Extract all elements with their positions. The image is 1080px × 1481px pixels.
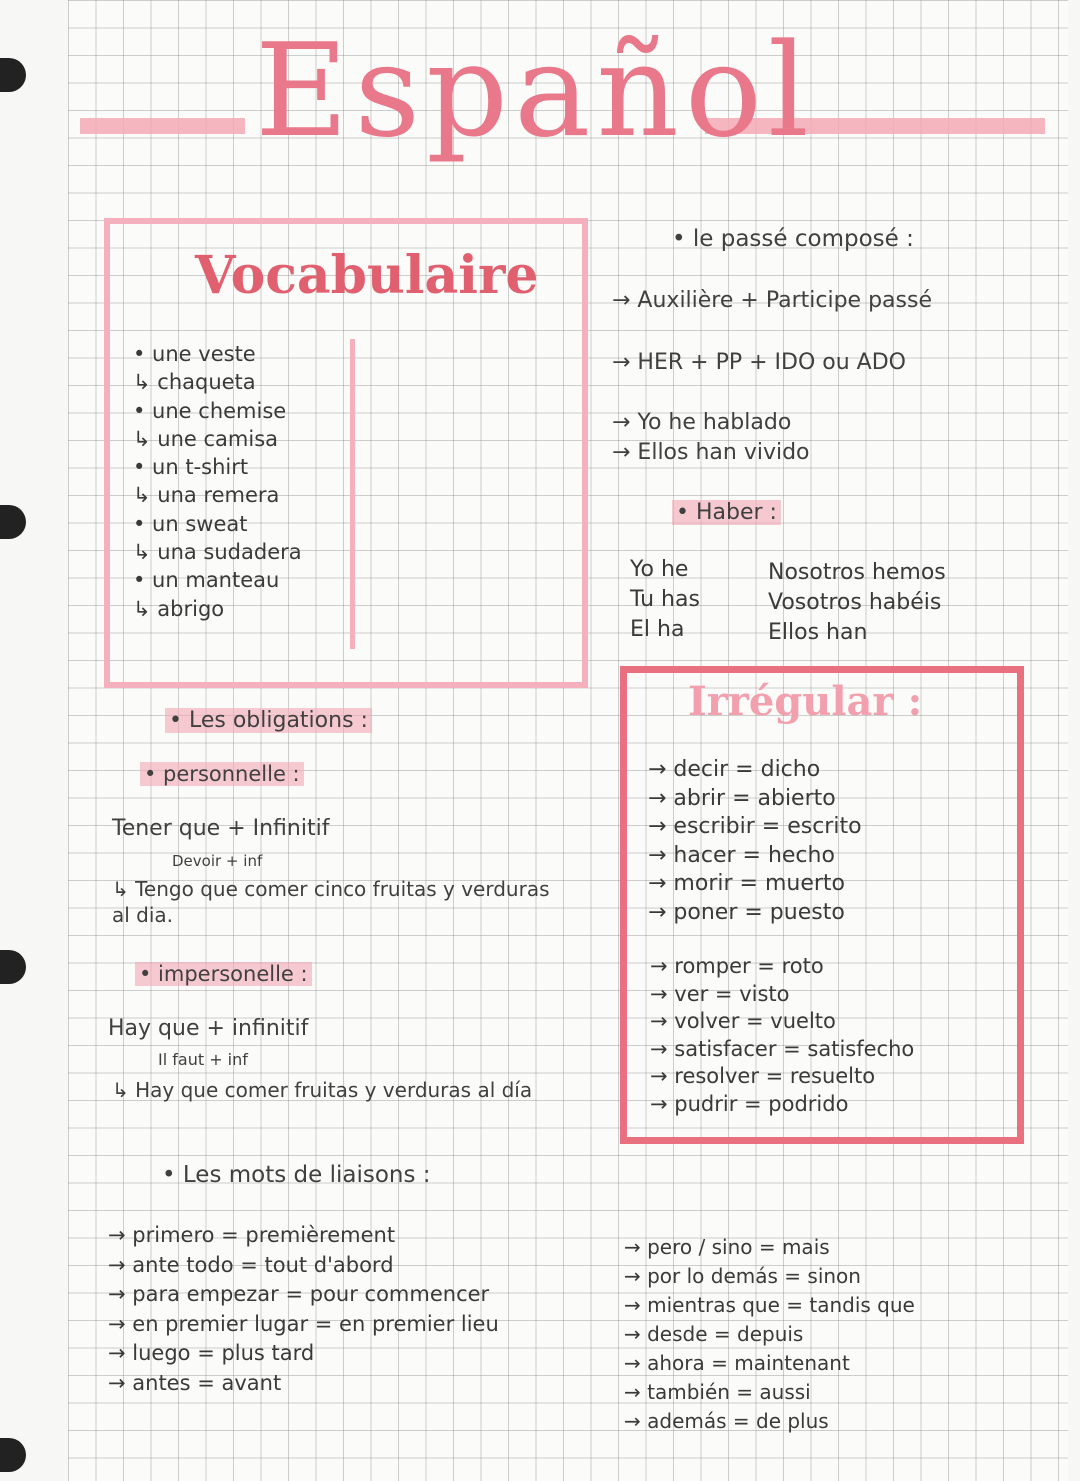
obligations-heading-text: • Les obligations :: [165, 708, 372, 733]
passe-compose-heading: • le passé composé :: [672, 226, 914, 252]
binder-hole: [0, 58, 26, 92]
list-item: → ver = visto: [650, 981, 790, 1006]
binder-hole: [0, 1438, 26, 1472]
conjugation: El ha: [630, 617, 685, 642]
vocabulary-heading: Vocabulaire: [195, 245, 539, 306]
passe-compose-example: → Ellos han vivido: [612, 440, 810, 465]
binder-hole: [0, 950, 26, 984]
vocabulary-list: [133, 340, 302, 623]
personal-example: ↳ Tengo que comer cinco fruitas y verduras: [112, 877, 550, 901]
irregular-list-2: [650, 953, 914, 1118]
personal-heading: [140, 762, 304, 786]
conjugation: Vosotros habéis: [768, 590, 942, 615]
obligations-heading: [165, 708, 372, 733]
list-item: → en premier lugar = en premier lieu: [108, 1311, 499, 1336]
page-title: Español: [255, 17, 815, 166]
personal-example-cont: al dia.: [112, 903, 174, 927]
list-item: ↳ abrigo: [133, 596, 225, 621]
impersonal-heading-text: • impersonelle :: [135, 962, 312, 986]
list-item: → desde = depuis: [624, 1322, 804, 1346]
impersonal-rule: Hay que + infinitif: [108, 1016, 309, 1041]
personal-rule: Tener que + Infinitif: [112, 816, 330, 841]
list-item: • un sweat: [133, 511, 248, 536]
list-item: → ante todo = tout d'abord: [108, 1252, 394, 1277]
list-item: → por lo demás = sinon: [624, 1264, 861, 1288]
list-item: → decir = dicho: [648, 757, 821, 782]
impersonal-meaning: Il faut + inf: [158, 1050, 248, 1069]
haber-singular: [630, 555, 700, 645]
list-item: • une chemise: [133, 398, 287, 423]
title-underline-left: [80, 118, 245, 134]
haber-heading-text: • Haber :: [672, 500, 781, 525]
list-item: → romper = roto: [650, 954, 824, 978]
list-item: ↳ une camisa: [133, 426, 279, 451]
conjugation: Yo he: [630, 557, 689, 582]
list-item: → morir = muerto: [648, 871, 845, 896]
list-item: ↳ una sudadera: [133, 540, 302, 565]
passe-compose-example: → Yo he hablado: [612, 410, 792, 435]
list-item: → también = aussi: [624, 1380, 811, 1404]
list-item: → primero = premièrement: [108, 1223, 396, 1247]
passe-compose-rule: → Auxilière + Participe passé: [612, 288, 932, 313]
list-item: → luego = plus tard: [108, 1341, 315, 1365]
list-item: → poner = puesto: [648, 899, 845, 925]
personal-meaning: Devoir + inf: [172, 852, 263, 870]
list-item: → abrir = abierto: [648, 785, 836, 811]
list-item: → pudrir = podrido: [650, 1091, 849, 1116]
haber-heading: [672, 500, 781, 525]
irregular-heading: Irrégular :: [688, 678, 923, 725]
list-item: → satisfacer = satisfecho: [650, 1036, 915, 1061]
liaisons-heading: • Les mots de liaisons :: [162, 1162, 431, 1188]
conjugation: Ellos han: [768, 620, 868, 645]
list-item: → escribir = escrito: [648, 814, 862, 839]
conjugation: Nosotros hemos: [768, 560, 946, 585]
impersonal-example: ↳ Hay que comer fruitas y verduras al día: [112, 1078, 533, 1102]
list-item: • un manteau: [133, 568, 280, 593]
liaisons-list-left: [108, 1221, 499, 1398]
list-item: • une veste: [133, 342, 256, 366]
list-item: • un t-shirt: [133, 455, 249, 480]
list-item: → hacer = hecho: [648, 842, 835, 868]
list-item: → pero / sino = mais: [624, 1235, 830, 1259]
irregular-list-1: [648, 756, 862, 927]
list-item: → además = de plus: [624, 1409, 829, 1433]
binder-hole: [0, 505, 26, 539]
passe-compose-rule-suffix: → HER + PP + IDO ou ADO: [612, 350, 906, 375]
conjugation: Tu has: [630, 587, 700, 612]
vocabulary-divider: [350, 339, 355, 649]
haber-plural: [768, 558, 946, 648]
list-item: → mientras que = tandis que: [624, 1293, 915, 1317]
list-item: ↳ una remera: [133, 483, 280, 508]
liaisons-list-right: [624, 1233, 915, 1436]
personal-heading-text: • personnelle :: [140, 762, 304, 786]
list-item: → volver = vuelto: [650, 1009, 836, 1033]
list-item: → para empezar = pour commencer: [108, 1282, 490, 1306]
list-item: ↳ chaqueta: [133, 370, 256, 395]
list-item: → resolver = resuelto: [650, 1064, 876, 1088]
list-item: → ahora = maintenant: [624, 1351, 850, 1375]
impersonal-heading: [135, 962, 312, 986]
list-item: → antes = avant: [108, 1370, 282, 1395]
